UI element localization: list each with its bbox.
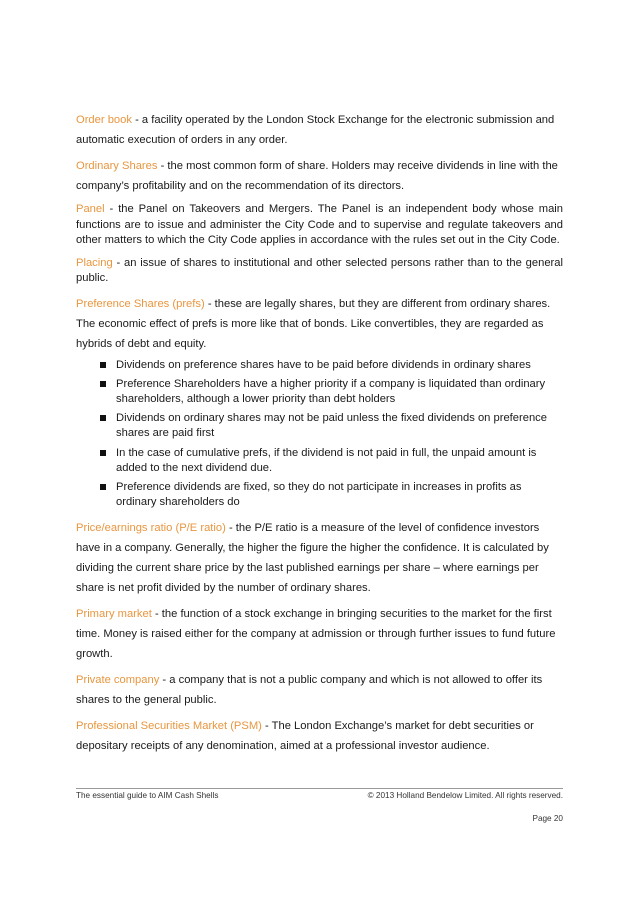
square-bullet-icon bbox=[100, 450, 106, 456]
list-item bbox=[100, 377, 563, 407]
glossary-term: Primary market bbox=[76, 608, 152, 621]
glossary-term: Private company bbox=[76, 674, 160, 687]
glossary-definition: - a facility operated by the London Stock Exchange for the electronic submission and automatic execution of orders in any order. bbox=[76, 114, 555, 146]
glossary-definition: - the most common form of share. Holders may receive dividends in line with the company’s profitability and on the recommendation of its directors. bbox=[76, 160, 558, 192]
glossary-definition: - these are legally shares, but they are different from ordinary shares. The economic effect of prefs is more like that of bonds. Like convertibles, they are regarded as hybrids of debt and equity. bbox=[76, 297, 551, 350]
glossary-term: Preference Shares (prefs) bbox=[76, 297, 205, 310]
list-item bbox=[100, 446, 563, 476]
glossary-definition: - the function of a stock exchange in bringing securities to the market for the first time. Money is raised either for the company at admission or through further issues to fund future growth. bbox=[76, 608, 556, 661]
glossary-term: Placing bbox=[76, 256, 113, 269]
preference-shares-bullet-list bbox=[76, 358, 563, 511]
bullet-text: Preference dividends are fixed, so they do not participate in increases in profits as ordinary shareholders do bbox=[116, 480, 522, 509]
page-number: Page 20 bbox=[532, 814, 563, 823]
bullet-text: Dividends on preference shares have to be paid before dividends in ordinary shares bbox=[116, 358, 531, 371]
footer-document-title: The essential guide to AIM Cash Shells bbox=[76, 791, 219, 800]
glossary-term: Panel bbox=[76, 203, 105, 215]
list-item bbox=[100, 480, 563, 510]
glossary-term: Order book bbox=[76, 114, 132, 126]
glossary-term: Professional Securities Market (PSM) bbox=[76, 720, 262, 733]
glossary-entry-panel bbox=[76, 202, 563, 249]
square-bullet-icon bbox=[100, 484, 106, 490]
glossary-entry-preference-shares bbox=[76, 294, 563, 354]
glossary-term: Price/earnings ratio (P/E ratio) bbox=[76, 522, 226, 535]
glossary-entry-pe-ratio bbox=[76, 518, 563, 598]
list-item bbox=[100, 411, 563, 441]
glossary-entry-psm bbox=[76, 716, 563, 756]
footer-copyright: © 2013 Holland Bendelow Limited. All rights reserved. bbox=[367, 791, 563, 800]
glossary-definition: - The London Exchange’s market for debt securities or depositary receipts of any denomination, aimed at a professional investor audience. bbox=[76, 720, 534, 753]
glossary-entry-placing bbox=[76, 256, 563, 287]
glossary-entry-ordinary-shares bbox=[76, 156, 563, 196]
square-bullet-icon bbox=[100, 362, 106, 368]
glossary-definition: - the P/E ratio is a measure of the level of confidence investors have in a company. Generally, the higher the figure the higher the confidence. It is calculated by dividing the current share price by the last published earnings per share – where earnings per share is net profit divided by the number of ordinary shares. bbox=[76, 522, 549, 595]
glossary-term: Ordinary Shares bbox=[76, 160, 158, 172]
square-bullet-icon bbox=[100, 381, 106, 387]
glossary-entry-primary-market bbox=[76, 604, 563, 664]
glossary-definition: - the Panel on Takeovers and Mergers. The Panel is an independent body whose main functions are to issue and administer the City Code and to supervise and regulate takeovers and other matters to which the City Code applies in accordance with the rules set out in the City Code. bbox=[76, 203, 563, 246]
glossary-entry-private-company bbox=[76, 670, 563, 710]
bullet-text: Dividends on ordinary shares may not be paid unless the fixed dividends on preference shares are paid first bbox=[116, 412, 547, 440]
footer-divider bbox=[76, 788, 563, 789]
glossary-definition: - an issue of shares to institutional and other selected persons rather than to the general public. bbox=[76, 256, 563, 284]
bullet-text: Preference Shareholders have a higher priority if a company is liquidated than ordinary shareholders, although a lower priority than debt holders bbox=[116, 377, 546, 405]
glossary-content bbox=[76, 110, 563, 762]
list-item bbox=[100, 358, 563, 373]
glossary-entry-order-book bbox=[76, 110, 563, 150]
bullet-text: In the case of cumulative prefs, if the dividend is not paid in full, the unpaid amount is added to the next dividend due. bbox=[116, 446, 537, 474]
square-bullet-icon bbox=[100, 415, 106, 421]
glossary-definition: - a company that is not a public company and which is not allowed to offer its shares to the general public. bbox=[76, 674, 543, 707]
